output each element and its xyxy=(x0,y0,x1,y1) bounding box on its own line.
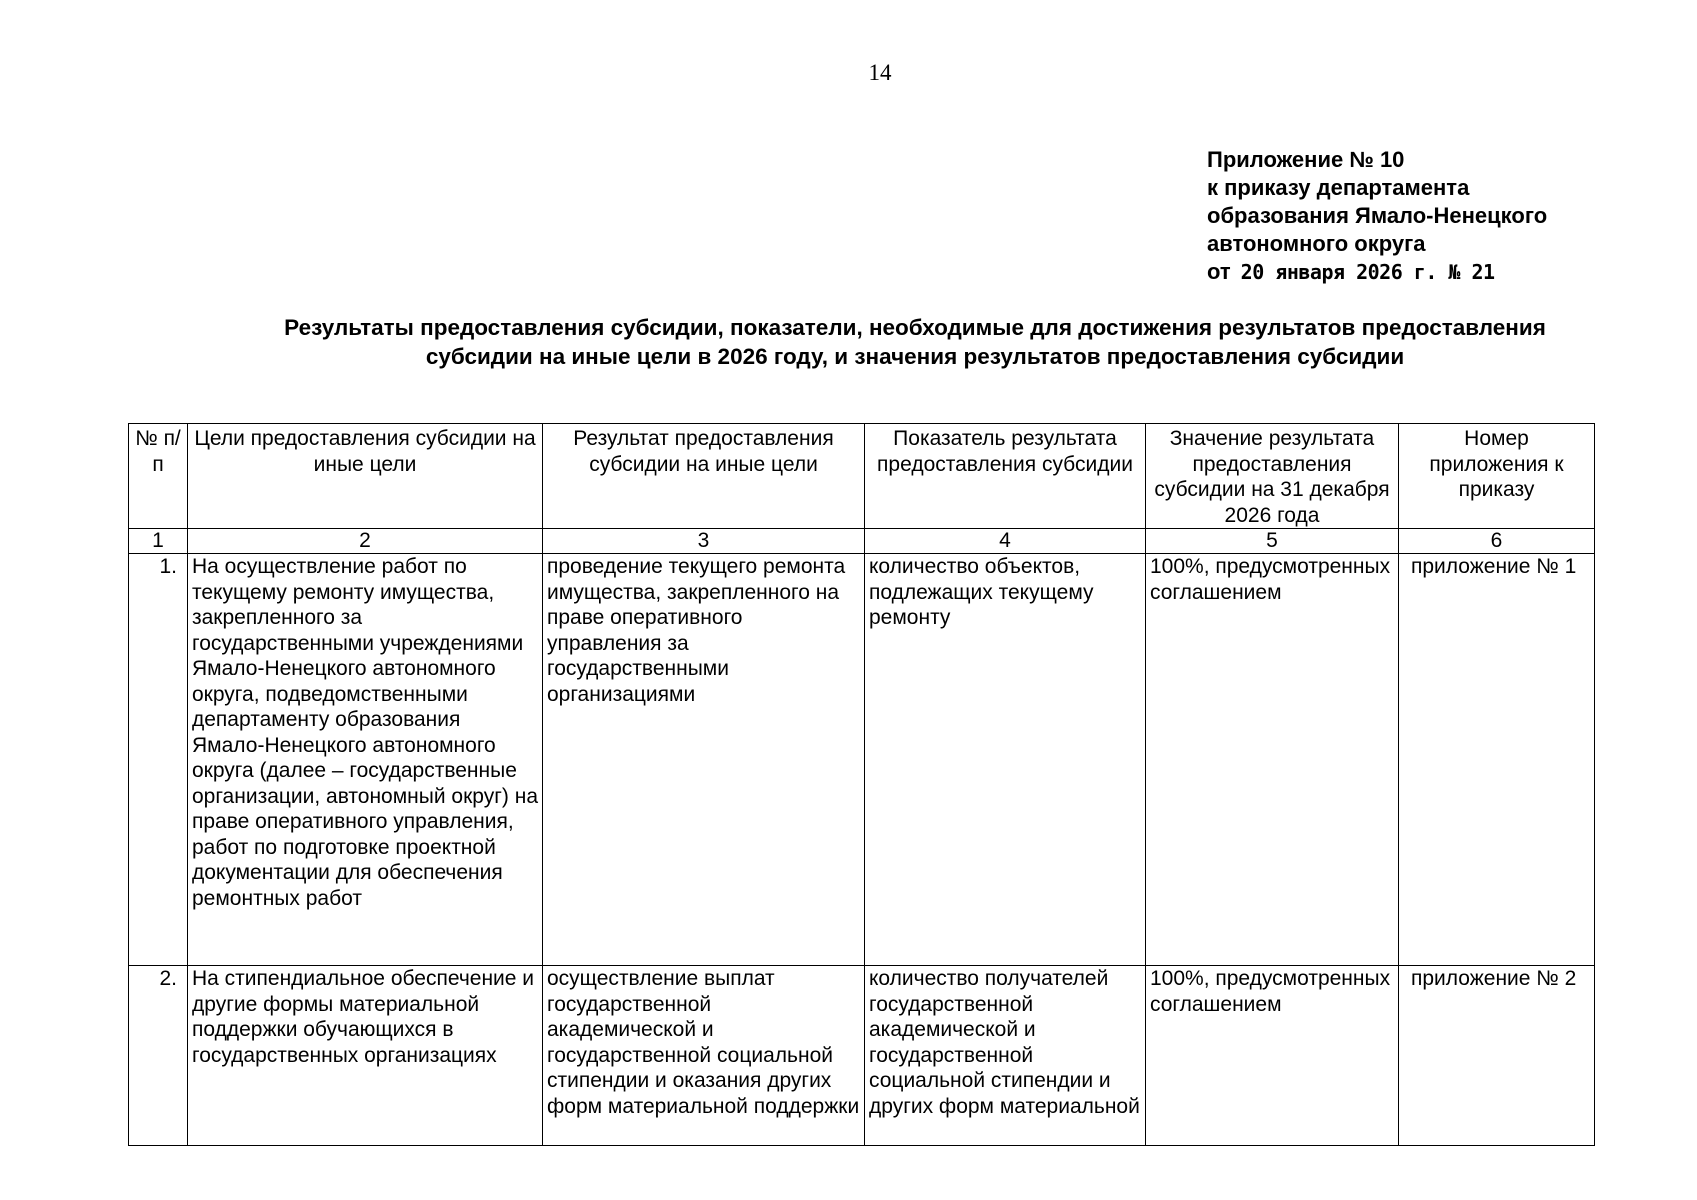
appendix-ref-cell: приложение № 1 xyxy=(1399,554,1595,966)
header-cell-appendix: Номер приложения к приказу xyxy=(1399,424,1595,529)
value-cell: 100%, предусмотренных соглашением xyxy=(1146,554,1399,966)
header-cell-result: Результат предоставления субсидии на иные цели xyxy=(543,424,865,529)
appendix-line: к приказу департамента xyxy=(1207,175,1470,200)
result-cell: проведение текущего ремонта имущества, закрепленного на праве оперативного управления за государственными организациями xyxy=(543,554,865,966)
appendix-header xyxy=(1207,146,1547,286)
column-number: 4 xyxy=(865,529,1146,554)
goal-cell: На осуществление работ по текущему ремонту имущества, закрепленного за государственными учреждениями Ямало-Ненецкого автономного округа, подведомственными департаменту образования Ямало-Ненецкого автономного округа (далее – государственные организации, автономный округ) на праве оперативного управления, работ по подготовке проектной документации для обеспечения ремонтных работ xyxy=(188,554,543,966)
column-number: 6 xyxy=(1399,529,1595,554)
indicator-cell: количество объектов, подлежащих текущему ремонту xyxy=(865,554,1146,966)
table-row xyxy=(129,966,1595,1146)
header-cell-indicator: Показатель результата предоставления субсидии xyxy=(865,424,1146,529)
document-title xyxy=(200,313,1630,371)
appendix-line: образования Ямало-Ненецкого xyxy=(1207,203,1548,228)
page-number: 14 xyxy=(868,60,892,85)
row-number: 2. xyxy=(129,966,188,1146)
result-cell: осуществление выплат государственной академической и государственной социальной стипендии и оказания других форм материальной поддержки xyxy=(543,966,865,1146)
header-row xyxy=(129,424,1595,529)
column-number-row xyxy=(129,529,1595,554)
appendix-date-line xyxy=(1207,258,1547,286)
title-line-1: Результаты предоставления субсидии, показатели, необходимые для достижения результатов предоставления xyxy=(284,315,1546,340)
column-number: 1 xyxy=(129,529,188,554)
appendix-ref-cell: приложение № 2 xyxy=(1399,966,1595,1146)
column-number: 2 xyxy=(188,529,543,554)
table-row xyxy=(129,554,1595,966)
header-cell-value: Значение результата предоставления субсидии на 31 декабря 2026 года xyxy=(1146,424,1399,529)
column-number: 3 xyxy=(543,529,865,554)
appendix-line: Приложение № 10 xyxy=(1207,147,1405,172)
appendix-line: автономного округа xyxy=(1207,231,1426,256)
column-number: 5 xyxy=(1146,529,1399,554)
header-cell-num: № п/п xyxy=(129,424,188,529)
results-table xyxy=(128,423,1595,1146)
order-date: 20 января 2026 г. № 21 xyxy=(1240,260,1495,284)
row-number: 1. xyxy=(129,554,188,966)
goal-cell: На стипендиальное обеспечение и другие формы материальной поддержки обучающихся в государственных организациях xyxy=(188,966,543,1146)
value-cell: 100%, предусмотренных соглашением xyxy=(1146,966,1399,1146)
header-cell-goal: Цели предоставления субсидии на иные цели xyxy=(188,424,543,529)
title-line-2: субсидии на иные цели в 2026 году, и значения результатов предоставления субсидии xyxy=(425,344,1405,369)
date-prefix: от xyxy=(1207,259,1231,284)
indicator-cell: количество получателей государственной академической и государственной социальной стипендии и других форм материальной xyxy=(865,966,1146,1146)
